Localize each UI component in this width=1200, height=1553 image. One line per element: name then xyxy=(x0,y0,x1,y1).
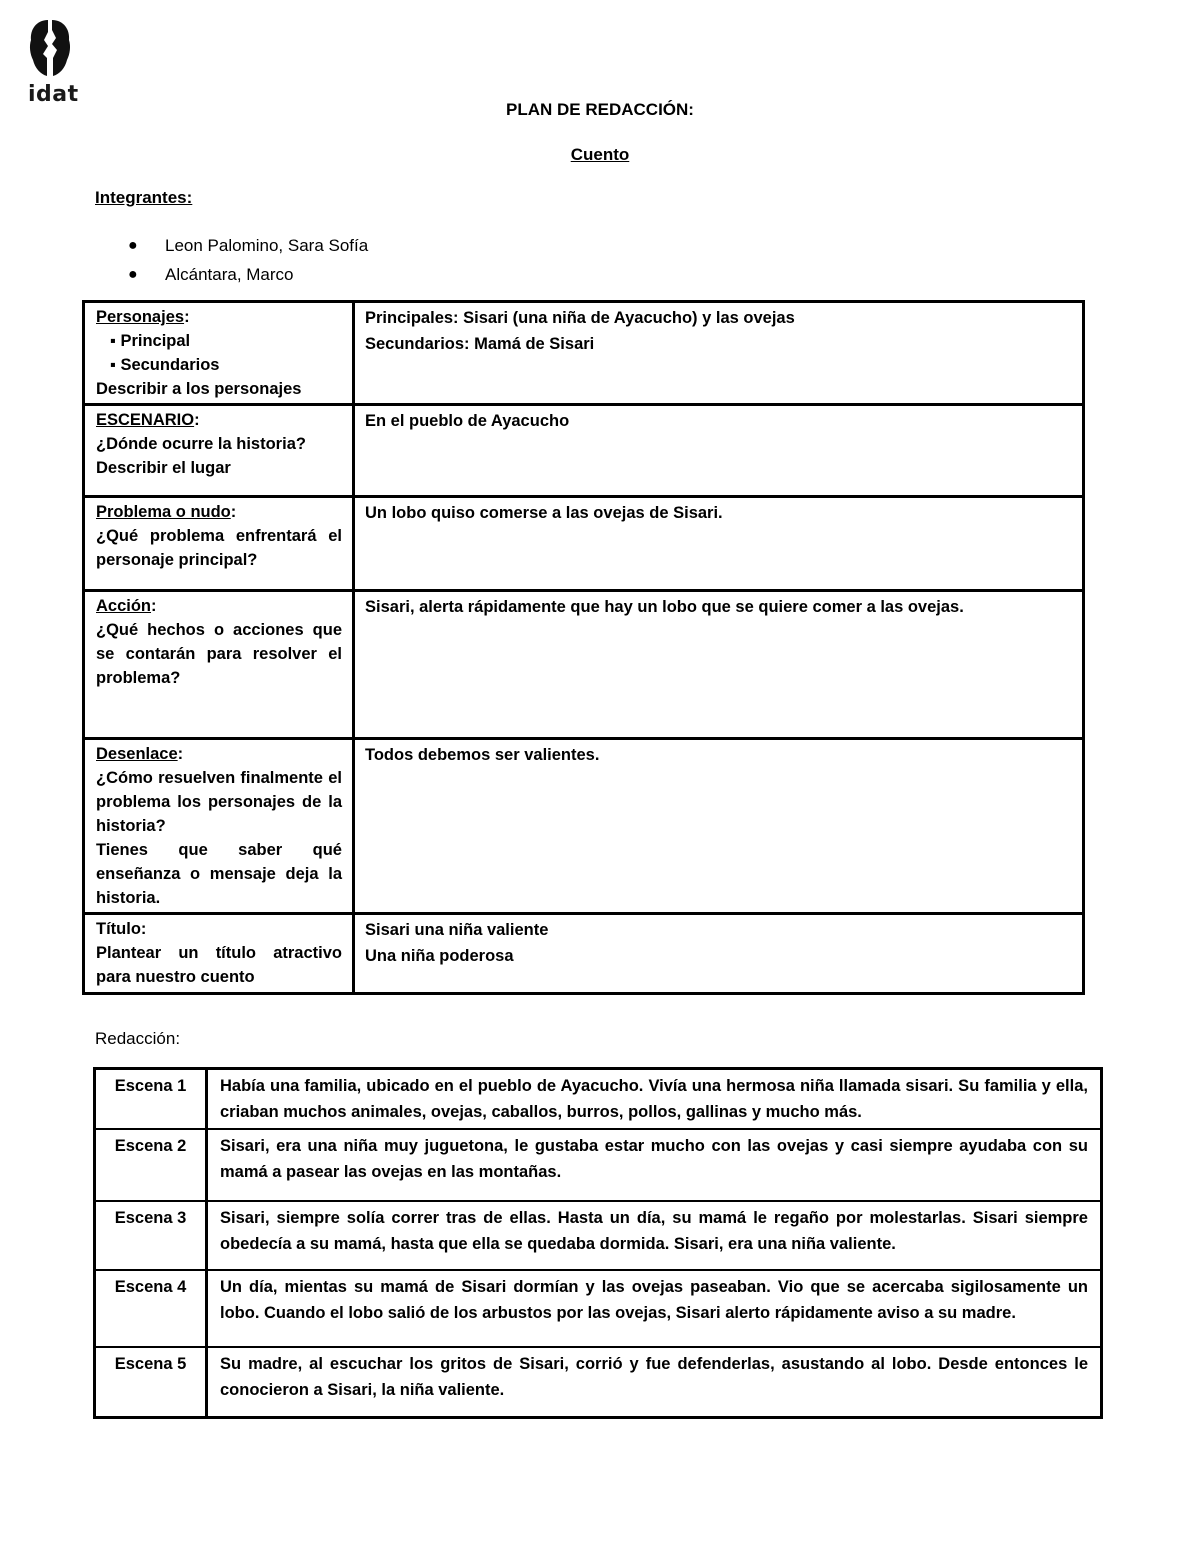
table-row xyxy=(84,302,1084,405)
titulo-heading: Título: xyxy=(96,920,147,938)
plan-answer-personajes: Principales: Sisari (una niña de Ayacucho) y las ovejas Secundarios: Mamá de Sisari xyxy=(354,302,1084,405)
plan-answer-accion: Sisari, alerta rápidamente que hay un lobo que se quiere comer a las ovejas. xyxy=(354,591,1084,739)
member-name: Leon Palomino, Sara Sofía xyxy=(165,235,369,255)
personajes-heading: Personajes xyxy=(96,308,185,326)
plan-cell-problema: Problema o nudo: ¿Qué problema enfrentará el personaje principal? xyxy=(84,497,354,591)
list-item xyxy=(128,260,368,289)
brain-logo-icon xyxy=(26,18,74,80)
list-item: ▪ Secundarios xyxy=(110,356,220,374)
scene-name: Escena 2 xyxy=(95,1129,207,1201)
desenlace-heading: Desenlace xyxy=(96,745,178,763)
personajes-prompt: Describir a los personajes xyxy=(96,380,302,398)
redaccion-label: Redacción: xyxy=(95,1029,181,1048)
page-title: PLAN DE REDACCIÓN: xyxy=(506,100,694,119)
members-heading: Integrantes: xyxy=(95,188,193,207)
list-item xyxy=(128,231,368,260)
bullet-icon: ● xyxy=(128,236,138,254)
idat-logo xyxy=(26,18,79,110)
plan-answer-desenlace: Todos debemos ser valientes. xyxy=(354,739,1084,914)
escenario-heading: ESCENARIO xyxy=(96,411,195,429)
table-row xyxy=(95,1069,1102,1130)
scene-name: Escena 3 xyxy=(95,1201,207,1270)
table-row xyxy=(95,1129,1102,1201)
bullet-icon: ● xyxy=(128,265,138,283)
plan-cell-titulo: Título: Plantear un título atractivo para nuestro cuento xyxy=(84,914,354,994)
plan-cell-accion: Acción: ¿Qué hechos o acciones que se contarán para resolver el problema? xyxy=(84,591,354,739)
scene-text: Sisari, era una niña muy juguetona, le gustaba estar mucho con las ovejas y casi siempre ayudaba con su mamá a pasear las ovejas en las montañas. xyxy=(207,1129,1102,1201)
scene-text: Había una familia, ubicado en el pueblo de Ayacucho. Vivía una hermosa niña llamada sisari. Su familia y ella, criaban muchos animales, ovejas, caballos, burros, pollos, gallinas y mucho más. xyxy=(207,1069,1102,1130)
scenes-table xyxy=(93,1067,1103,1419)
scene-name: Escena 5 xyxy=(95,1347,207,1417)
scene-name: Escena 4 xyxy=(95,1270,207,1347)
plan-answer-escenario: En el pueblo de Ayacucho xyxy=(354,405,1084,497)
table-row xyxy=(95,1347,1102,1417)
table-row xyxy=(84,914,1084,994)
plan-answer-titulo: Sisari una niña valiente Una niña poderosa xyxy=(354,914,1084,994)
accion-heading: Acción xyxy=(96,597,152,615)
scene-text: Sisari, siempre solía correr tras de ellas. Hasta un día, su mamá le regaño por molestarlas. Sisari siempre obedecía a su mamá, hasta que ella se quedaba dormida. Sisari, era una niña valiente. xyxy=(207,1201,1102,1270)
plan-answer-problema: Un lobo quiso comerse a las ovejas de Sisari. xyxy=(354,497,1084,591)
table-row xyxy=(84,739,1084,914)
scene-text: Su madre, al escuchar los gritos de Sisari, corrió y fue defenderlas, asustando al lobo. Desde entonces le conocieron a Sisari, la niña valiente. xyxy=(207,1347,1102,1417)
plan-cell-escenario: ESCENARIO: ¿Dónde ocurre la historia? Describir el lugar xyxy=(84,405,354,497)
scene-name: Escena 1 xyxy=(95,1069,207,1130)
scene-text: Un día, mientas su mamá de Sisari dormían y las ovejas paseaban. Vio que se acercaba sigilosamente un lobo. Cuando el lobo salió de los arbustos por las ovejas, Sisari alerto rápidamente aviso a su madre. xyxy=(207,1270,1102,1347)
plan-cell-personajes: Personajes: ▪ Principal ▪ Secundarios Describir a los personajes xyxy=(84,302,354,405)
table-row xyxy=(84,497,1084,591)
members-list xyxy=(128,231,368,289)
page-subtitle: Cuento xyxy=(570,145,630,164)
table-row xyxy=(84,405,1084,497)
table-row xyxy=(84,591,1084,739)
list-item: ▪ Principal xyxy=(110,332,191,350)
logo-wordmark: idat xyxy=(28,82,79,107)
table-row xyxy=(95,1270,1102,1347)
problema-heading: Problema o nudo xyxy=(96,503,231,521)
plan-table xyxy=(82,300,1085,995)
plan-cell-desenlace: Desenlace: ¿Cómo resuelven finalmente el problema los personajes de la historia? Tienes que saber qué enseñanza o mensaje deja la historia. xyxy=(84,739,354,914)
table-row xyxy=(95,1201,1102,1270)
member-name: Alcántara, Marco xyxy=(165,264,294,284)
